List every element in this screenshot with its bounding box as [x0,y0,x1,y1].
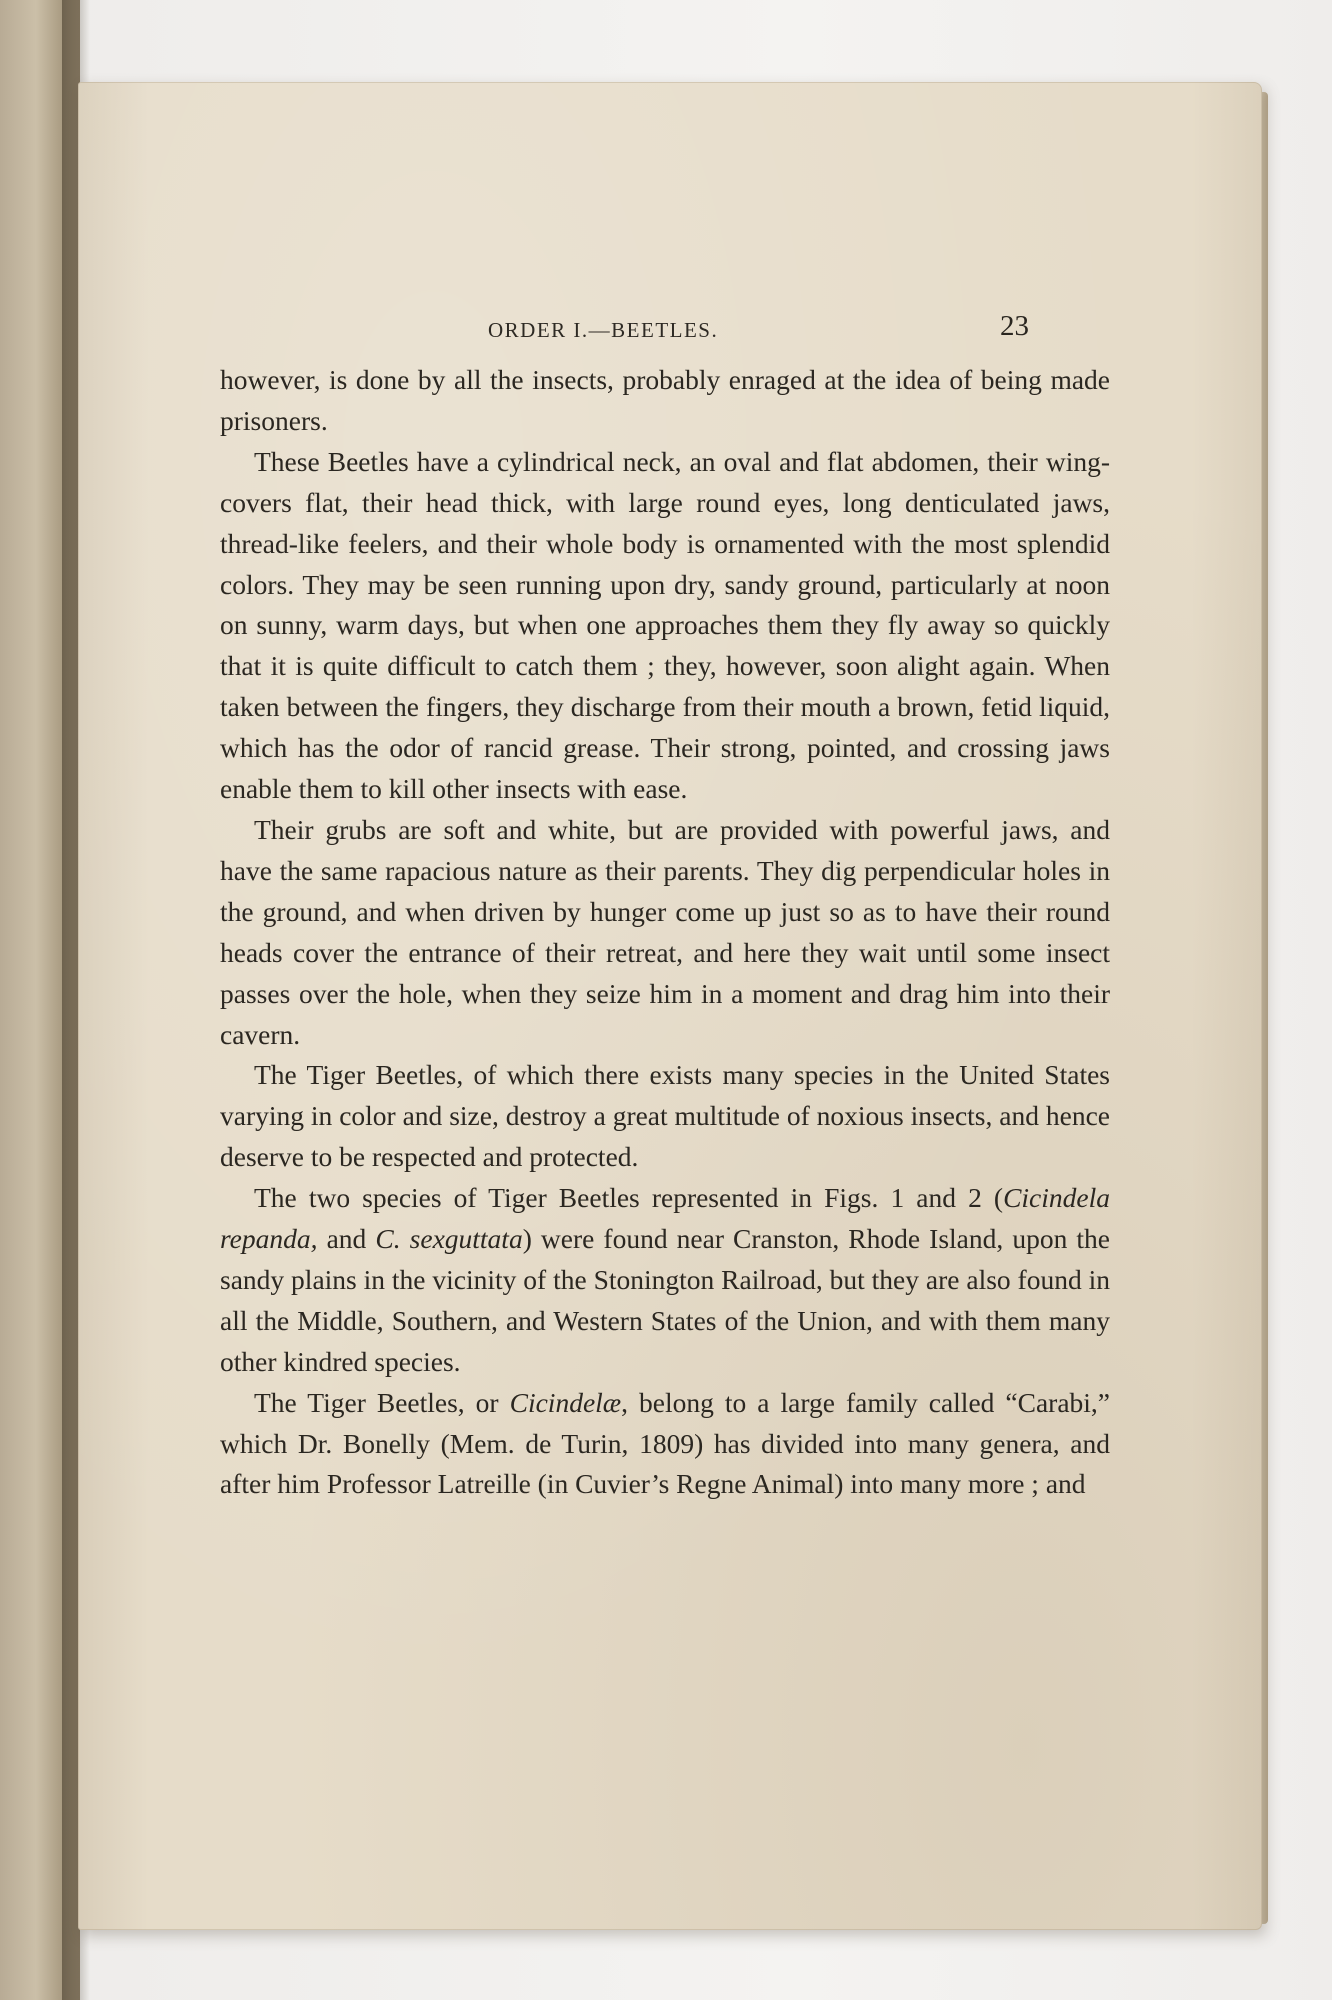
family-name: Cicindelæ [509,1386,622,1418]
page-block-edge [1262,92,1268,1924]
family-text-1: The Tiger Beetles, or [254,1386,510,1418]
species-text-2: and [317,1223,376,1255]
paragraph-continuation: however, is done by all the insects, probably enraged at the idea of being made prisoners. [220,364,1110,436]
chapter-title: ORDER I.—BEETLES. [488,318,719,342]
paragraph-description: These Beetles have a cylindrical neck, an oval and flat abdomen, their wing-covers flat, their head thick, with large round eyes, long denticulated jaws, thread-like feelers, and their whole body is ornamented with the most splendid colors. They may be seen running upon dry, sandy ground, particularly at noon on sunny, warm days, but when one approaches them they fly away so quickly that it is quite difficult to catch them ; they, however, soon alight again. When taken between the fingers, they discharge from their mouth a brown, fetid liquid, which has the odor of rancid grease. Their strong, pointed, and crossing jaws enable them to kill other insects with ease. [220,445,1110,805]
paragraph-species [220,1178,1110,1383]
species-text-3: ) were found near Cranston, Rhode Island, upon the sandy plains in the vicinity of the Stonington Railroad, but they are also found in all the Middle, Southern, and Western States of the Union, and with them many other kindred species. [220,1223,1110,1377]
species-name-1: Cicindela repanda, [220,1182,1110,1255]
species-name-2: C. sexguttata [375,1223,523,1255]
species-text-1: The two species of Tiger Beetles represented in Figs. 1 and 2 ( [254,1182,1004,1214]
running-head [78,232,1262,342]
paragraph-grubs: Their grubs are soft and white, but are provided with powerful jaws, and have the same rapacious nature as their parents. They dig perpendicular holes in the ground, and when driven by hunger come up just so as to have their round heads cover the entrance of their retreat, and here they wait until some insect passes over the hole, when they seize him in a moment and drag him into their cavern. [220,813,1110,1050]
book-page [78,82,1262,1930]
body-text [220,360,1110,1505]
paragraph-family [220,1383,1110,1506]
paragraph-tiger-beetles: The Tiger Beetles, of which there exists many species in the United States varying in color and size, destroy a great multitude of noxious insects, and hence deserve to be respected and protected. [220,1059,1110,1173]
page-number: 23 [1000,310,1029,342]
family-text-2: , belong to a large family called “Carabi,” which Dr. Bonelly (Mem. de Turin, 1809) has divided into many genera, and after him Professor Latreille (in Cuvier’s Regne Animal) into many more ; and [220,1386,1110,1500]
